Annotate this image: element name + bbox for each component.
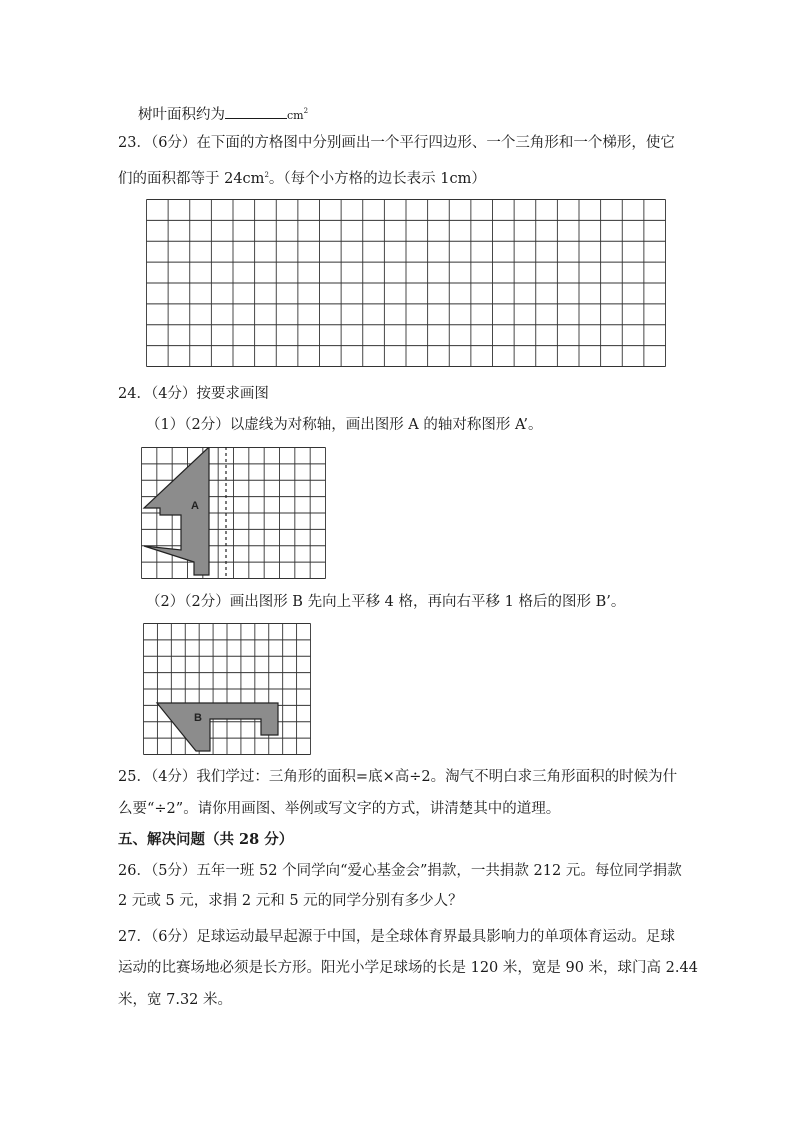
q22-prefix: 树叶面积约为 (138, 107, 225, 123)
q23-line2-a: 们的面积都等于 24cm (118, 171, 265, 187)
q24-part2: （2）（2分）画出图形 B 先向上平移 4 格，再向右平移 1 格后的图形 B’。 (146, 594, 626, 610)
q22-unit-sup: 2 (303, 107, 309, 115)
q22-unit: cm (287, 109, 304, 122)
figure-a-label: A (191, 500, 199, 512)
translation-grid[interactable] (143, 623, 311, 755)
q27-line1: 27．（6分）足球运动最早起源于中国，是全球体育界最具影响力的单项体育运动。足球 (118, 929, 675, 945)
q24-part1: （1）（2分）以虚线为对称轴，画出图形 A 的轴对称图形 A’。 (146, 417, 543, 433)
q23-line2-b: 。（每个小方格的边长表示 1cm） (268, 171, 486, 187)
section5-title: 五、解决问题（共 28 分） (118, 831, 294, 848)
figure-a-shape (144, 447, 209, 575)
q25-line1: 25．（4分）我们学过：三角形的面积=底×高÷2。淘气不明白求三角形面积的时候为什 (118, 769, 678, 785)
symmetry-grid[interactable] (141, 447, 326, 579)
q25-line2: 么要“÷2”。请你用画图、举例或写文字的方式，讲清楚其中的道理。 (118, 801, 561, 817)
q23-line2-sup: 2 (264, 171, 269, 179)
figure-b-shape (157, 703, 278, 751)
q27-line3: 米，宽 7.32 米。 (118, 992, 233, 1008)
q23-line1: 23．（6分）在下面的方格图中分别画出一个平行四边形、一个三角形和一个梯形，使它 (118, 135, 675, 151)
q26-line2: 2 元或 5 元，求捐 2 元和 5 元的同学分别有多少人？ (118, 893, 463, 909)
grid-lines (147, 200, 666, 367)
q26-line1: 26．（5分）五年一班 52 个同学向“爱心基金会”捐款，一共捐款 212 元。每位同学捐款 (118, 863, 682, 879)
q24-title: 24．（4分）按要求画图 (118, 386, 269, 402)
figure-b-label: B (194, 712, 202, 724)
q23-line2 (118, 165, 486, 189)
grid-lines (144, 624, 311, 755)
q22-answer-blank[interactable] (225, 104, 287, 119)
q22-answer-line (138, 101, 308, 126)
q27-line2: 运动的比赛场地必须是长方形。阳光小学足球场的长是 120 米，宽是 90 米，球门高 2.44 (118, 960, 698, 976)
q23-drawing-grid[interactable] (146, 199, 666, 367)
